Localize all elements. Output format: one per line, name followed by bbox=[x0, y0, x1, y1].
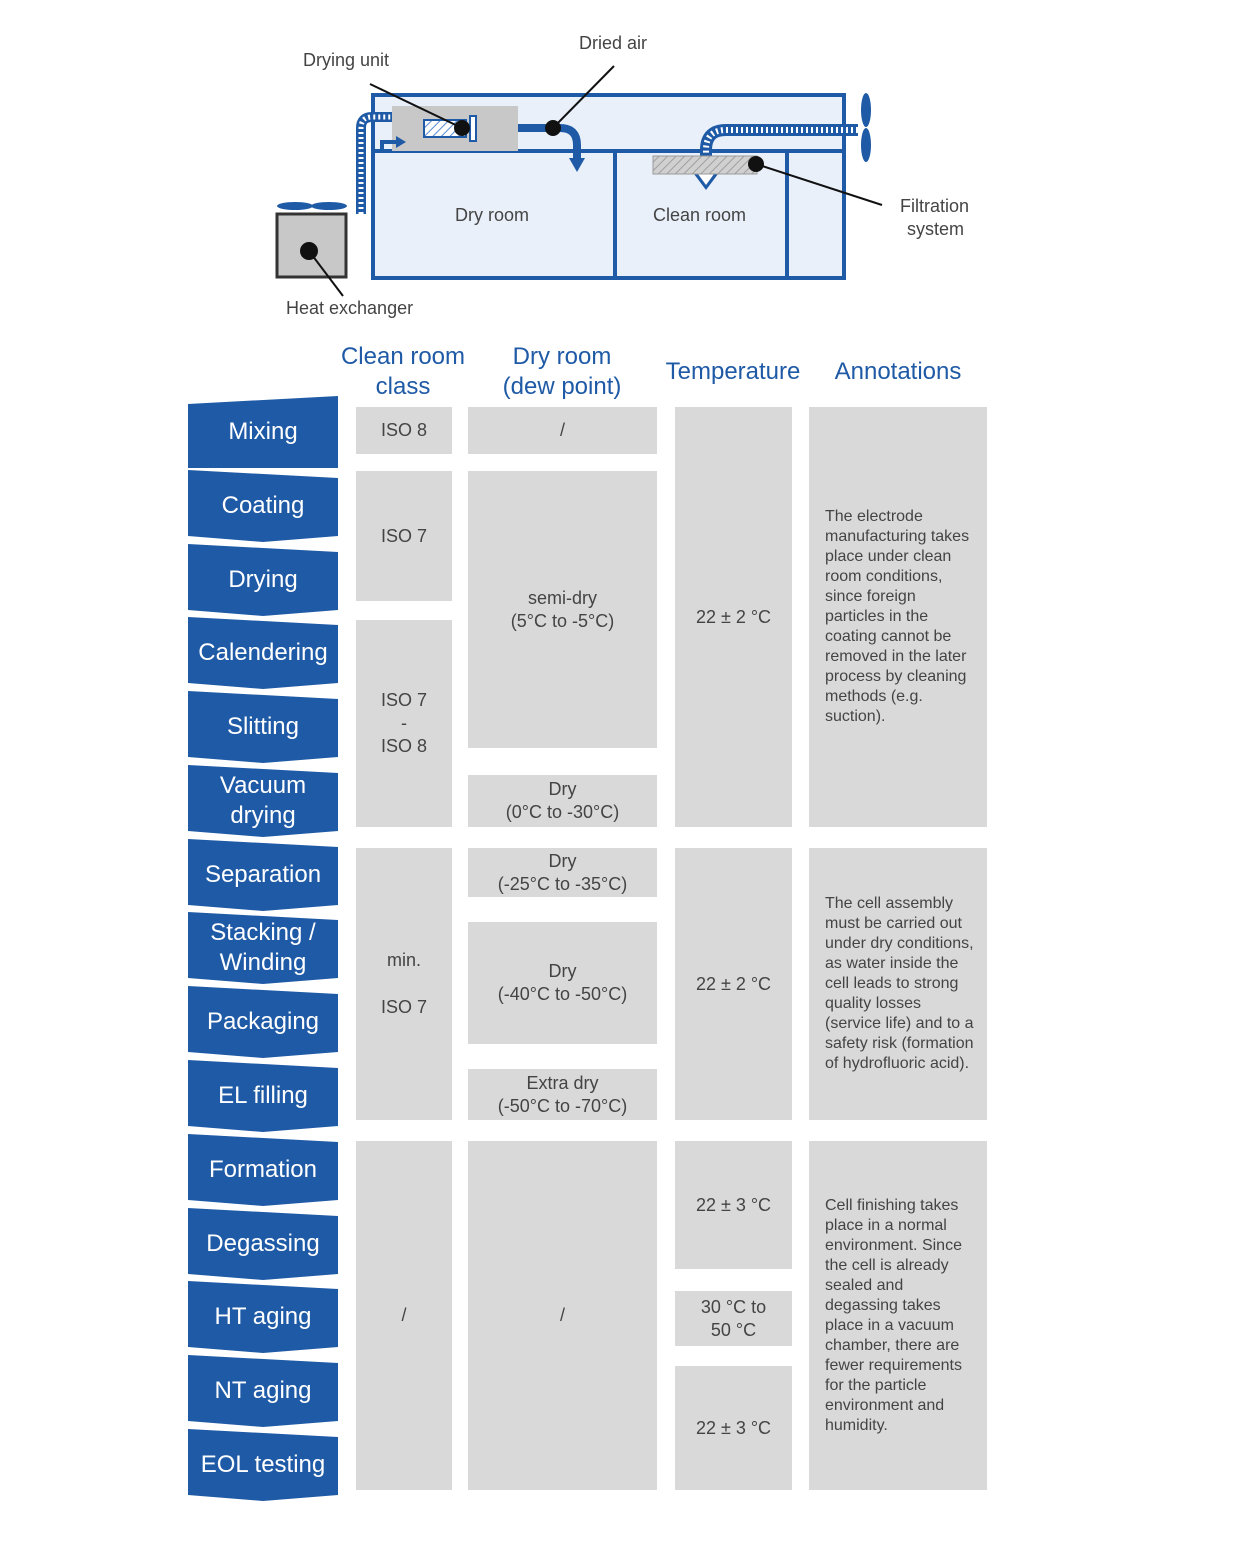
step-nt-aging: NT aging bbox=[188, 1355, 338, 1427]
temperature-cell-assembly: 22 ± 2 °C bbox=[675, 848, 792, 1120]
temperature-electrode: 22 ± 2 °C bbox=[675, 407, 792, 827]
filtration-filter bbox=[653, 156, 757, 174]
clean-class-mixing: ISO 8 bbox=[356, 407, 452, 454]
step-ht-aging: HT aging bbox=[188, 1281, 338, 1353]
clean-class-cell-assembly: min. ISO 7 bbox=[356, 848, 452, 1120]
step-packaging: Packaging bbox=[188, 986, 338, 1058]
temperature-nt-aging: 22 ± 3 °C bbox=[675, 1366, 792, 1490]
dew-point-el-filling: Extra dry (-50°C to -70°C) bbox=[468, 1069, 657, 1120]
header-temperature: Temperature bbox=[665, 358, 801, 385]
heat-exchanger bbox=[277, 202, 347, 277]
dew-point-stacking: Dry (-40°C to -50°C) bbox=[468, 922, 657, 1044]
dew-point-semi-dry: semi-dry (5°C to -5°C) bbox=[468, 471, 657, 748]
filtration-system-label-2: system bbox=[907, 219, 965, 239]
step-slitting: Slitting bbox=[188, 691, 338, 763]
clean-class-range: ISO 7 - ISO 8 bbox=[356, 620, 452, 827]
fan-icon bbox=[861, 93, 871, 162]
header-clean-room-class: Clean room class bbox=[340, 343, 466, 400]
step-degassing: Degassing bbox=[188, 1208, 338, 1280]
step-vacuum-drying: Vacuum drying bbox=[188, 765, 338, 837]
dew-point-separation: Dry (-25°C to -35°C) bbox=[468, 848, 657, 897]
temperature-ht-aging: 30 °C to 50 °C bbox=[675, 1291, 792, 1346]
dried-air-label: Dried air bbox=[579, 33, 648, 53]
step-el-filling: EL filling bbox=[188, 1060, 338, 1132]
step-coating: Coating bbox=[188, 470, 338, 542]
filtration-system-label-1: Filtration bbox=[900, 196, 970, 216]
dew-point-finishing: / bbox=[468, 1141, 657, 1490]
dew-point-vacuum-drying: Dry (0°C to -30°C) bbox=[468, 775, 657, 827]
header-dry-room: Dry room (dew point) bbox=[502, 343, 622, 400]
clean-room-label: Clean room bbox=[653, 205, 747, 225]
clean-class-finishing: / bbox=[356, 1141, 452, 1490]
dry-room-label: Dry room bbox=[455, 205, 530, 225]
step-formation: Formation bbox=[188, 1134, 338, 1206]
step-drying: Drying bbox=[188, 544, 338, 616]
annotation-electrode: The electrode manufacturing takes place under clean room conditions, since foreign particles in the coating cannot be removed in the later process by cleaning methods (e.g. suction). bbox=[809, 407, 987, 827]
step-calendering: Calendering bbox=[188, 617, 338, 689]
drying-unit-label: Drying unit bbox=[303, 50, 390, 70]
dew-point-mixing: / bbox=[468, 407, 657, 454]
step-eol-testing: EOL testing bbox=[188, 1429, 338, 1501]
clean-class-coating: ISO 7 bbox=[356, 471, 452, 601]
annotation-cell-assembly: The cell assembly must be carried out under dry conditions, as water inside the cell leads to strong quality losses (service life) and to a safety risk (formation of hydrofluoric acid). bbox=[809, 848, 987, 1120]
temperature-formation: 22 ± 3 °C bbox=[675, 1141, 792, 1269]
annotation-finishing: Cell finishing takes place in a normal environment. Since the cell is already sealed and degassing takes place in a vacuum chamber, there are fewer requirements for the particle environment and humidity. bbox=[809, 1141, 987, 1490]
step-separation: Separation bbox=[188, 839, 338, 911]
step-mixing: Mixing bbox=[188, 396, 338, 468]
header-annotations: Annotations bbox=[834, 358, 962, 385]
step-stacking-winding: Stacking / Winding bbox=[188, 912, 338, 984]
heat-exchanger-label: Heat exchanger bbox=[286, 298, 414, 318]
